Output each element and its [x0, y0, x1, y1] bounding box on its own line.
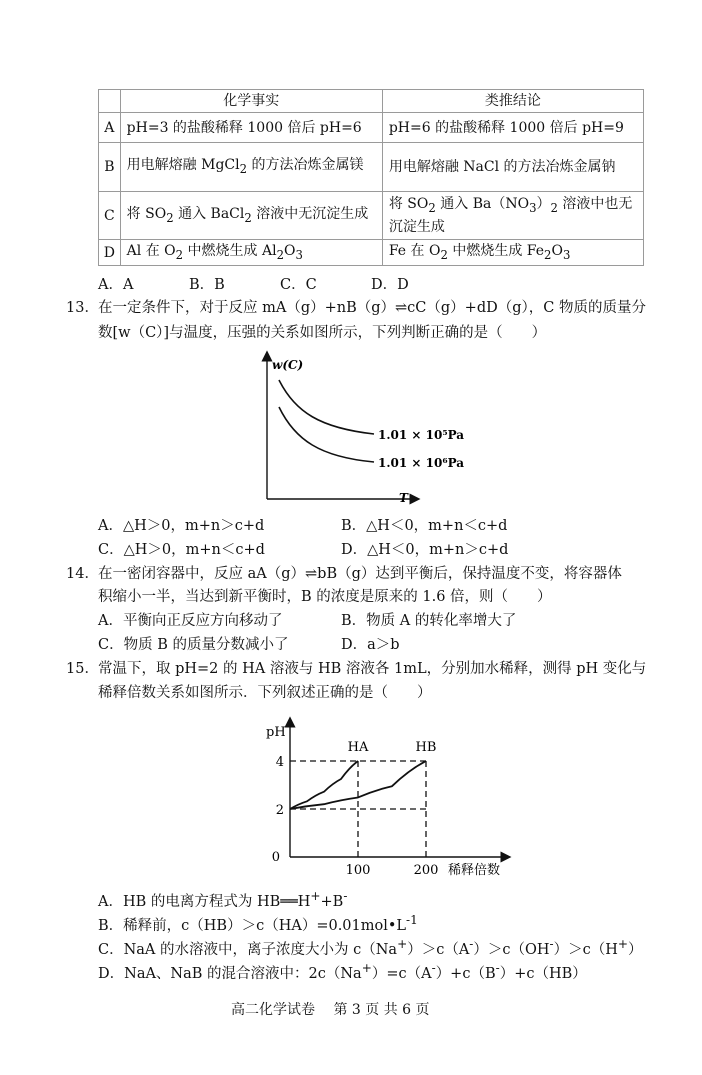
question-stem: 在一定条件下，对于反应 mA（g）+nB（g）⇌cC（g）+dD（g），C 物质的质量分 [98, 300, 646, 316]
table-header-blank [99, 90, 121, 113]
question-number: 13． [66, 300, 99, 316]
q15-option-a[interactable]: A．HB 的电离方程式为 HB══H++B- [98, 889, 348, 910]
q13-option-a[interactable]: A．△H＞0，m+n＞c+d [98, 518, 265, 534]
q13-option-d[interactable]: D．△H＜0，m+n＞c+d [341, 542, 509, 558]
q12-option-d[interactable]: D．D [371, 277, 409, 293]
q14-option-c[interactable]: C．物质 B 的质量分数减小了 [98, 637, 289, 653]
q14-option-d[interactable]: D．a＞b [341, 637, 400, 653]
table-header-conclusion: 类推结论 [382, 90, 643, 113]
row-fact: pH=3 的盐酸稀释 1000 倍后 pH=6 [120, 113, 382, 143]
table-row [99, 143, 644, 192]
x-tick-label-200: 200 [413, 863, 439, 878]
table-row [99, 113, 644, 143]
ph-dilution-chart [262, 716, 512, 880]
x-axis-label: 稀释倍数 [448, 863, 501, 878]
x-axis-label: T [399, 491, 408, 505]
q12-option-c[interactable]: C．C [280, 277, 317, 293]
question-stem: 数[w（C）]与温度，压强的关系如图所示，下列判断正确的是（ ） [98, 325, 547, 341]
row-fact: Al 在 $O_2$ 中燃烧生成 $Al_2O_3$ [120, 240, 382, 266]
question-number: 14． [66, 566, 99, 582]
q15-option-c[interactable]: C．NaA 的水溶液中，离子浓度大小为 c（Na+）＞c（A-）＞c（OH-）＞c（H+） [98, 937, 643, 958]
question-stem: 在一密闭容器中，反应 aA（g）⇌bB（g）达到平衡后，保持温度不变，将容器体 [98, 566, 622, 582]
series-line-1e6 [279, 407, 374, 462]
y-axis-label: w(C) [272, 358, 304, 372]
row-fact: 用电解熔融 MgCl$_2$ 的方法冶炼金属镁 [120, 143, 382, 192]
x-tick-label-100: 100 [345, 863, 371, 878]
table-row [99, 240, 644, 266]
q14-option-b[interactable]: B．物质 A 的转化率增大了 [341, 613, 517, 629]
q12-option-a[interactable]: A．A [98, 277, 134, 293]
question-stem: 稀释倍数关系如图所示．下列叙述正确的是（ ） [98, 685, 432, 701]
row-conclusion: 用电解熔融 NaCl 的方法冶炼金属钠 [382, 143, 643, 192]
series-line-1e5 [279, 380, 374, 434]
analogy-table [98, 89, 644, 266]
q15-option-d[interactable]: D．NaA、NaB 的混合溶液中：2c（Na+）=c（A-）+c（B-）+c（HB） [98, 961, 587, 982]
row-conclusion: 将 $SO_2$ 通入 $Ba(NO_3)_2$ 溶液中也无沉淀生成 [382, 192, 643, 240]
q14-option-a[interactable]: A．平衡向正反应方向移动了 [98, 613, 283, 629]
q15-option-b[interactable]: B．稀释前，$c(HB)>c(HA)=0.01mol•L^{-1}$ [98, 913, 418, 934]
row-label: A [99, 113, 121, 143]
y-tick-label-4: 4 [275, 755, 284, 770]
row-label: B [99, 143, 121, 192]
y-tick-label-2: 2 [275, 803, 284, 818]
y-axis-label: pH [266, 725, 286, 740]
row-conclusion: pH=6 的盐酸稀释 1000 倍后 pH=9 [382, 113, 643, 143]
question-stem: 常温下，取 pH=2 的 HA 溶液与 HB 溶液各 1mL，分别加水稀释，测得 pH 变化与 [98, 661, 647, 677]
wc-temperature-chart [255, 352, 465, 507]
table-header-fact: 化学事实 [120, 90, 382, 113]
q12-option-b[interactable]: B．B [189, 277, 225, 293]
series-label-1e5: 1.01 × 10⁵Pa [378, 428, 465, 442]
question-stem: 积缩小一半，当达到新平衡时，B 的浓度是原来的 1.6 倍，则（ ） [98, 589, 552, 605]
q13-option-c[interactable]: C．△H＞0，m+n＜c+d [98, 542, 265, 558]
series-label-1e6: 1.01 × 10⁶Pa [378, 456, 465, 470]
row-label: C [99, 192, 121, 240]
y-tick-label-0: 0 [271, 850, 280, 865]
series-label-ha: HA [347, 740, 369, 755]
question-number: 15． [66, 661, 99, 677]
page-footer: 高二化学试卷 第 3 页 共 6 页 [231, 1002, 430, 1018]
row-label: D [99, 240, 121, 266]
table-header-row [99, 90, 644, 113]
row-fact: 将 $SO_2$ 通入 BaCl$_2$ 溶液中无沉淀生成 [120, 192, 382, 240]
series-label-hb: HB [415, 740, 437, 755]
row-conclusion: Fe 在 $O_2$ 中燃烧生成 $Fe_2O_3$ [382, 240, 643, 266]
q13-option-b[interactable]: B．△H＜0，m+n＜c+d [341, 518, 508, 534]
series-line-ha [290, 761, 358, 809]
table-row [99, 192, 644, 240]
